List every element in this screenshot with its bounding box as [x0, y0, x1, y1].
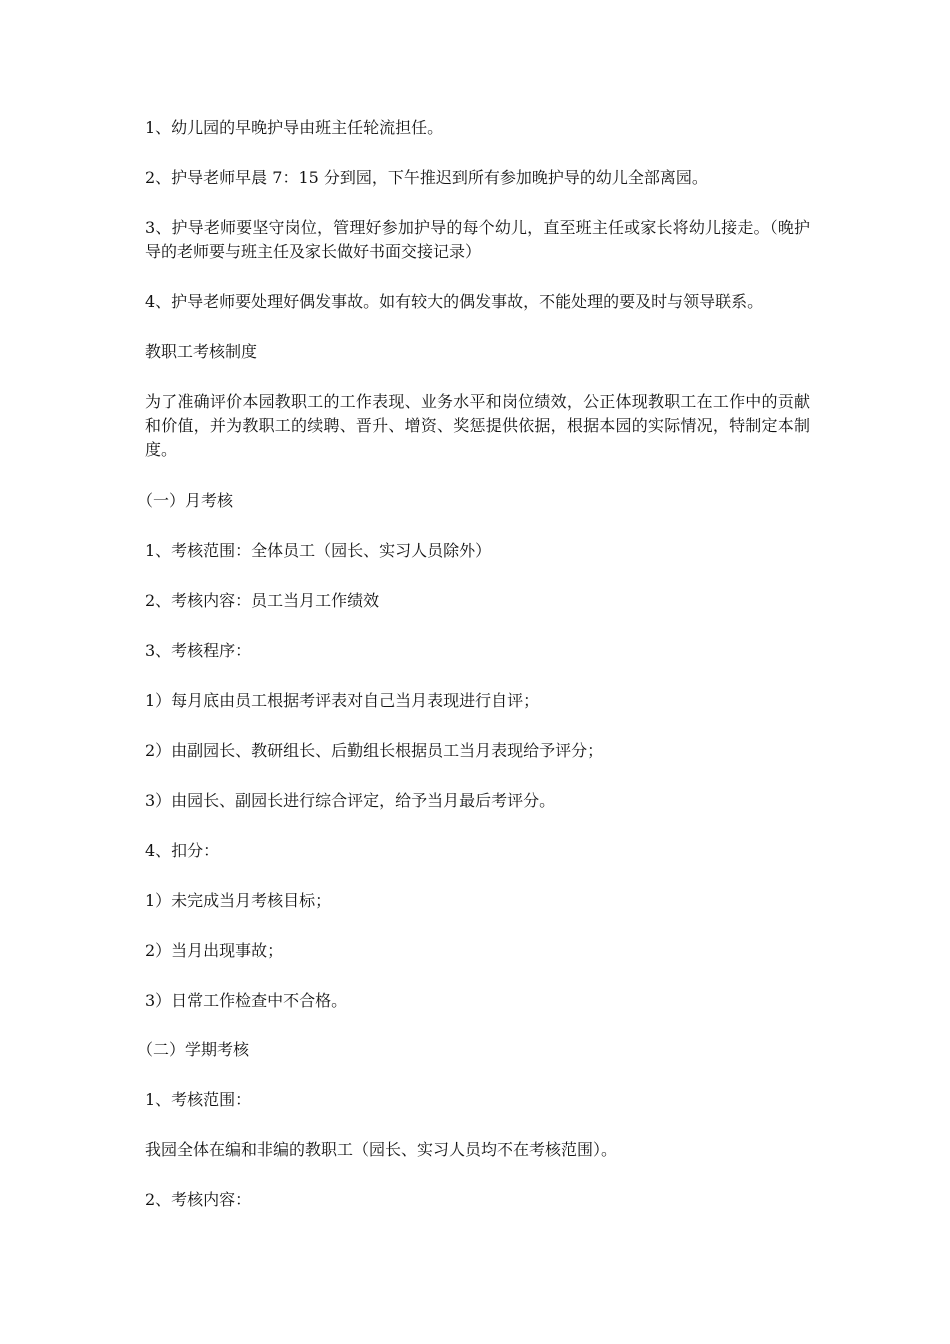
subheading-semester-assessment: （二）学期考核: [137, 1040, 250, 1059]
paragraph-duty-1: 1、幼儿园的早晚护导由班主任轮流担任。: [145, 118, 444, 137]
paragraph-intro: 为了准确评价本园教职工的工作表现、业务水平和岗位绩效，公正体现教职工在工作中的贡献和价值，并为教职工的续聘、晋升、增资、奖惩提供依据，根据本园的实际情况，特制定本制度。: [145, 392, 810, 459]
paragraph-semester-scope: 1、考核范围：: [145, 1090, 252, 1109]
paragraph-deductions: 4、扣分：: [145, 841, 220, 860]
paragraph-deduction-2: 2）当月出现事故；: [145, 941, 284, 960]
paragraph-monthly-procedure: 3、考核程序：: [145, 641, 252, 660]
paragraph-duty-2: 2、护导老师早晨 7：15 分到园，下午推迟到所有参加晚护导的幼儿全部离园。: [145, 168, 708, 187]
paragraph-duty-3: 3、护导老师要坚守岗位，管理好参加护导的每个幼儿，直至班主任或家长将幼儿接走。（晚护导的老师要与班主任及家长做好书面交接记录）: [145, 218, 810, 261]
paragraph-procedure-step-1: 1）每月底由员工根据考评表对自己当月表现进行自评；: [145, 691, 540, 710]
paragraph-procedure-step-2: 2）由副园长、教研组长、后勤组长根据员工当月表现给予评分；: [145, 741, 604, 760]
paragraph-semester-content: 2、考核内容：: [145, 1190, 252, 1209]
paragraph-deduction-3: 3）日常工作检查中不合格。: [145, 991, 348, 1010]
paragraph-semester-scope-detail: 我园全体在编和非编的教职工（园长、实习人员均不在考核范围）。: [145, 1140, 618, 1159]
paragraph-deduction-1: 1）未完成当月考核目标；: [145, 891, 332, 910]
paragraph-monthly-scope: 1、考核范围：全体员工（园长、实习人员除外）: [145, 541, 492, 560]
paragraph-procedure-step-3: 3）由园长、副园长进行综合评定，给予当月最后考评分。: [145, 791, 556, 810]
paragraph-duty-4: 4、护导老师要处理好偶发事故。如有较大的偶发事故，不能处理的要及时与领导联系。: [145, 292, 764, 311]
section-heading-assessment-system: 教职工考核制度: [145, 342, 258, 361]
subheading-monthly-assessment: （一）月考核: [137, 491, 234, 510]
paragraph-monthly-content: 2、考核内容：员工当月工作绩效: [145, 591, 380, 610]
